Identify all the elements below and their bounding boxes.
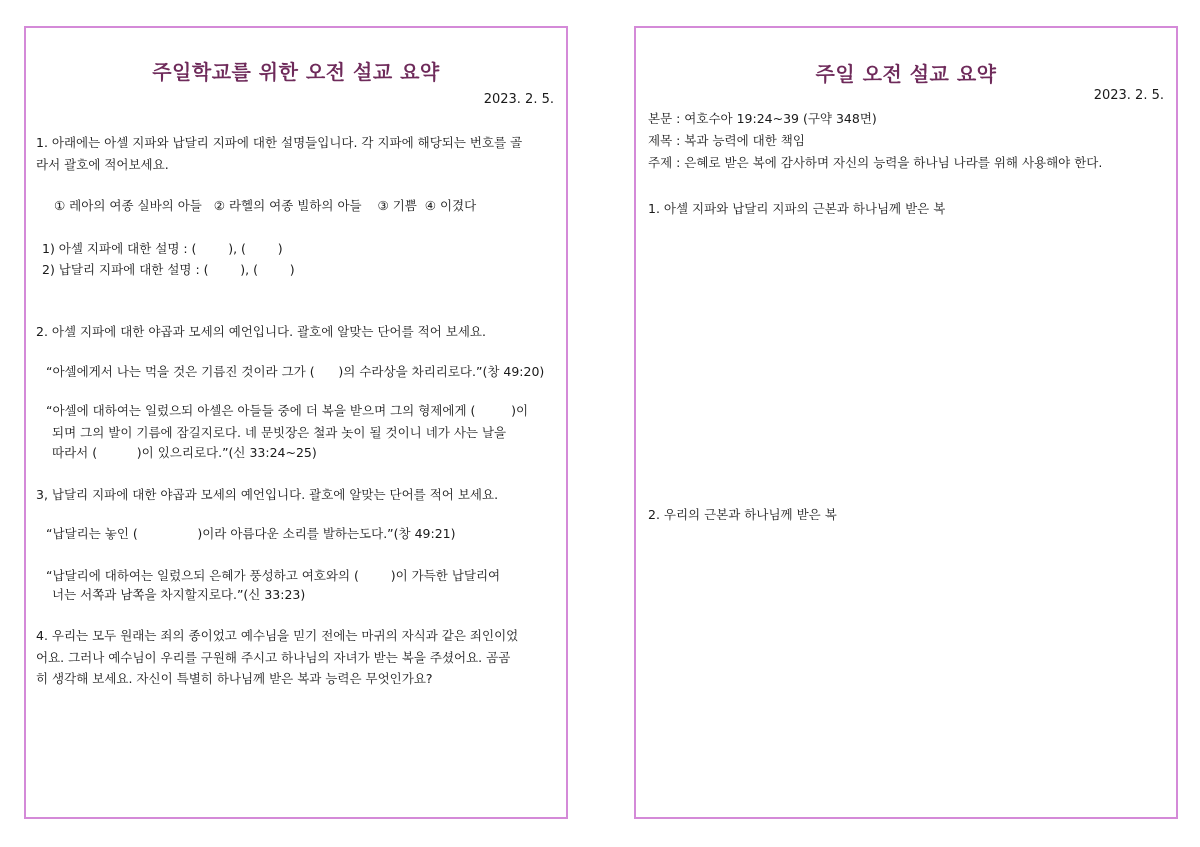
question-1-answer-asher: 1) 아셀 지파에 대한 설명 : ( ), ( ) — [42, 241, 283, 256]
sermon-subject: 제목 : 복과 능력에 대한 책임 — [648, 133, 805, 148]
question-1-line-1: 1. 아래에는 아셀 지파와 납달리 지파에 대한 설명들입니다. 각 지파에 해당되는 번호를 골 — [36, 135, 523, 150]
question-2-verse-2-line-1: “아셀에 대하여는 일렀으되 아셀은 아들들 중에 더 복을 받으며 그의 형제에게 ( )이 — [46, 403, 529, 418]
question-3-verse-1: “납달리는 놓인 ( )이라 아름다운 소리를 발하는도다.”(창 49:21) — [46, 526, 456, 541]
question-3-verse-2-line-1: “납달리에 대하여는 일렀으되 은혜가 풍성하고 여호와의 ( )이 가득한 납달리여 — [46, 568, 501, 583]
question-4-line-3: 히 생각해 보세요. 자신이 특별히 하나님께 받은 복과 능력은 무엇인가요? — [36, 671, 433, 686]
worksheet-title: 주일학교를 위한 오전 설교 요약 — [152, 60, 440, 84]
question-2-header: 2. 아셀 지파에 대한 야곱과 모세의 예언입니다. 괄호에 알맞는 단어를 적어 보세요. — [36, 324, 486, 339]
question-1-answer-naphtali: 2) 납달리 지파에 대한 설명 : ( ), ( ) — [42, 262, 295, 277]
question-3-verse-2-line-2: 너는 서쪽과 남쪽을 차지할지로다.”(신 33:23) — [52, 587, 306, 602]
summary-point-2: 2. 우리의 근본과 하나님께 받은 복 — [648, 507, 837, 522]
worksheet-date: 2023. 2. 5. — [483, 92, 554, 107]
student-worksheet — [24, 26, 568, 819]
question-4-line-2: 어요. 그러나 예수님이 우리를 구원해 주시고 하나님의 자녀가 받는 복을 주셨어요. 곰곰 — [36, 650, 511, 665]
summary-date: 2023. 2. 5. — [1093, 88, 1164, 103]
summary-title: 주일 오전 설교 요약 — [815, 62, 997, 86]
question-1-line-2: 라서 괄호에 적어보세요. — [36, 157, 169, 172]
question-2-verse-1: “아셀에게서 나는 먹을 것은 기름진 것이라 그가 ( )의 수라상을 차리리로다.”(창 49:20) — [46, 364, 545, 379]
question-2-verse-2-line-3: 따라서 ( )이 있으리로다.”(신 33:24~25) — [52, 445, 317, 460]
sermon-summary-sheet — [634, 26, 1178, 819]
question-2-verse-2-line-2: 되며 그의 발이 기름에 잠길지로다. 네 문빗장은 철과 놋이 될 것이니 네가 사는 날을 — [52, 425, 507, 440]
sermon-theme: 주제 : 은혜로 받은 복에 감사하며 자신의 능력을 하나님 나라를 위해 사용해야 한다. — [648, 155, 1103, 170]
question-4-line-1: 4. 우리는 모두 원래는 죄의 종이었고 예수님을 믿기 전에는 마귀의 자식과 같은 죄인이었 — [36, 628, 519, 643]
question-3-header: 3, 납달리 지파에 대한 야곱과 모세의 예언입니다. 괄호에 알맞는 단어를 적어 보세요. — [36, 487, 499, 502]
scripture-reference: 본문 : 여호수아 19:24~39 (구약 348면) — [648, 111, 877, 126]
summary-point-1: 1. 아셀 지파와 납달리 지파의 근본과 하나님께 받은 복 — [648, 201, 946, 216]
question-1-options: ① 레아의 여종 실바의 아들 ② 라헬의 여종 빌하의 아들 ③ 기쁨 ④ 이겼다 — [54, 198, 477, 213]
